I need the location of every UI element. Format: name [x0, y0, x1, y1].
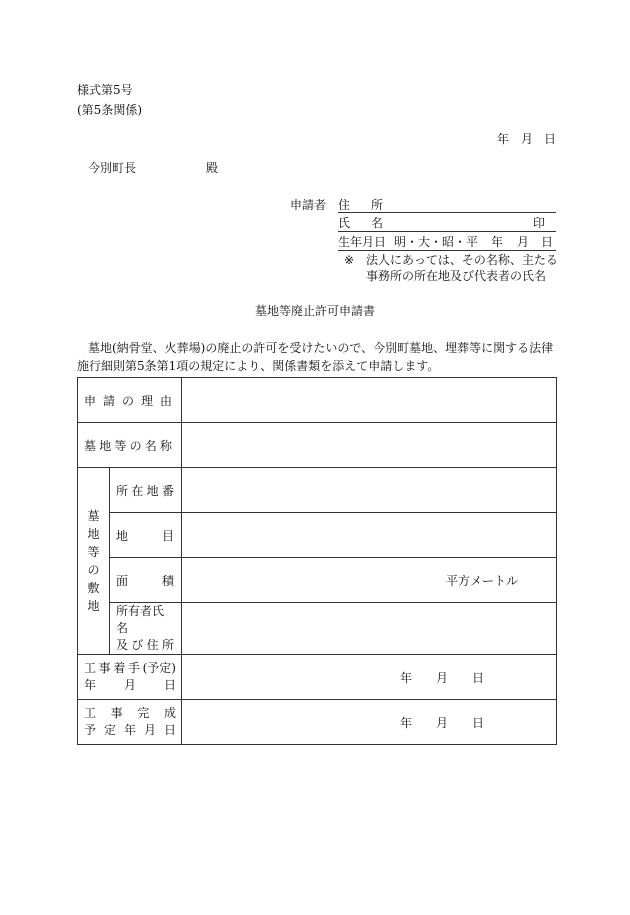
- addressee-name: 今別町長: [88, 161, 137, 175]
- table-row: [78, 558, 557, 603]
- name-label-char2: 名: [371, 216, 384, 230]
- body-text-line-1: 墓地(納骨堂、火葬場)の廃止の許可を受けたいので、今別町墓地、埋葬等に関する法律: [88, 341, 554, 355]
- table-row: [78, 378, 557, 423]
- table-row: [78, 700, 557, 745]
- birthdate-day: 日: [541, 235, 554, 249]
- construction-start-input[interactable]: 年 月 日: [182, 655, 557, 700]
- name-underline: [338, 231, 556, 232]
- body-text-line-2: 施行細則第5条第1項の規定により、関係書類を添えて申請します。: [77, 359, 440, 373]
- applicant-label: 申請者: [290, 198, 327, 212]
- birthdate-month: 月: [517, 235, 530, 249]
- land-category-input[interactable]: [182, 513, 557, 558]
- reason-label: 申 請 の 理 由: [78, 378, 182, 423]
- addressee-honorific: 殿: [206, 161, 219, 175]
- lot-number-input[interactable]: [182, 468, 557, 513]
- address-underline: [338, 212, 556, 213]
- document-title: 墓地等廃止許可申請書: [254, 304, 375, 318]
- birthdate-underline: [338, 250, 556, 251]
- birthdate-label: 生年月日: [338, 235, 387, 249]
- completion-date-input[interactable]: 年 月 日: [182, 700, 557, 745]
- reason-input[interactable]: [182, 378, 557, 423]
- owner-input[interactable]: [182, 603, 557, 655]
- table-row: [78, 468, 557, 513]
- date-month-label: 月: [521, 132, 534, 146]
- table-row: [78, 655, 557, 700]
- article-reference: (第5条関係): [77, 103, 142, 117]
- facility-name-input[interactable]: [182, 423, 557, 468]
- table-row: [78, 513, 557, 558]
- area-unit: 平方メートル: [446, 573, 519, 588]
- address-label-char2: 所: [371, 198, 384, 212]
- area-label: 面 積: [110, 558, 182, 603]
- table-row: [78, 423, 557, 468]
- area-input[interactable]: [182, 558, 557, 603]
- construction-start-label: 工 事 着 手 (予定) 年 月 日: [78, 655, 182, 700]
- site-vertical-label: 墓 地 等 の 敷 地: [78, 468, 110, 655]
- form-number: 様式第5号: [77, 83, 133, 97]
- note-mark: ※: [344, 253, 355, 267]
- lot-number-label: 所 在 地 番: [110, 468, 182, 513]
- owner-label: 所有者氏名 及 び 住 所: [110, 603, 182, 655]
- application-table: [77, 377, 557, 745]
- name-label-char1: 氏: [338, 216, 351, 230]
- address-label-char1: 住: [338, 198, 351, 212]
- date-year-label: 年: [497, 132, 510, 146]
- birthdate-eras: 明・大・昭・平: [394, 235, 479, 249]
- facility-name-label: 墓 地 等 の 名 称: [78, 423, 182, 468]
- land-category-label: 地 目: [110, 513, 182, 558]
- date-day-label: 日: [544, 132, 557, 146]
- birthdate-year: 年: [491, 235, 504, 249]
- completion-date-label: 工 事 完 成 予 定 年 月 日: [78, 700, 182, 745]
- seal-mark: 印: [533, 216, 546, 230]
- table-row: [78, 603, 557, 655]
- note-line-2: 事務所の所在地及び代表者の氏名: [366, 269, 547, 283]
- note-line-1: 法人にあっては、その名称、主たる: [366, 253, 558, 267]
